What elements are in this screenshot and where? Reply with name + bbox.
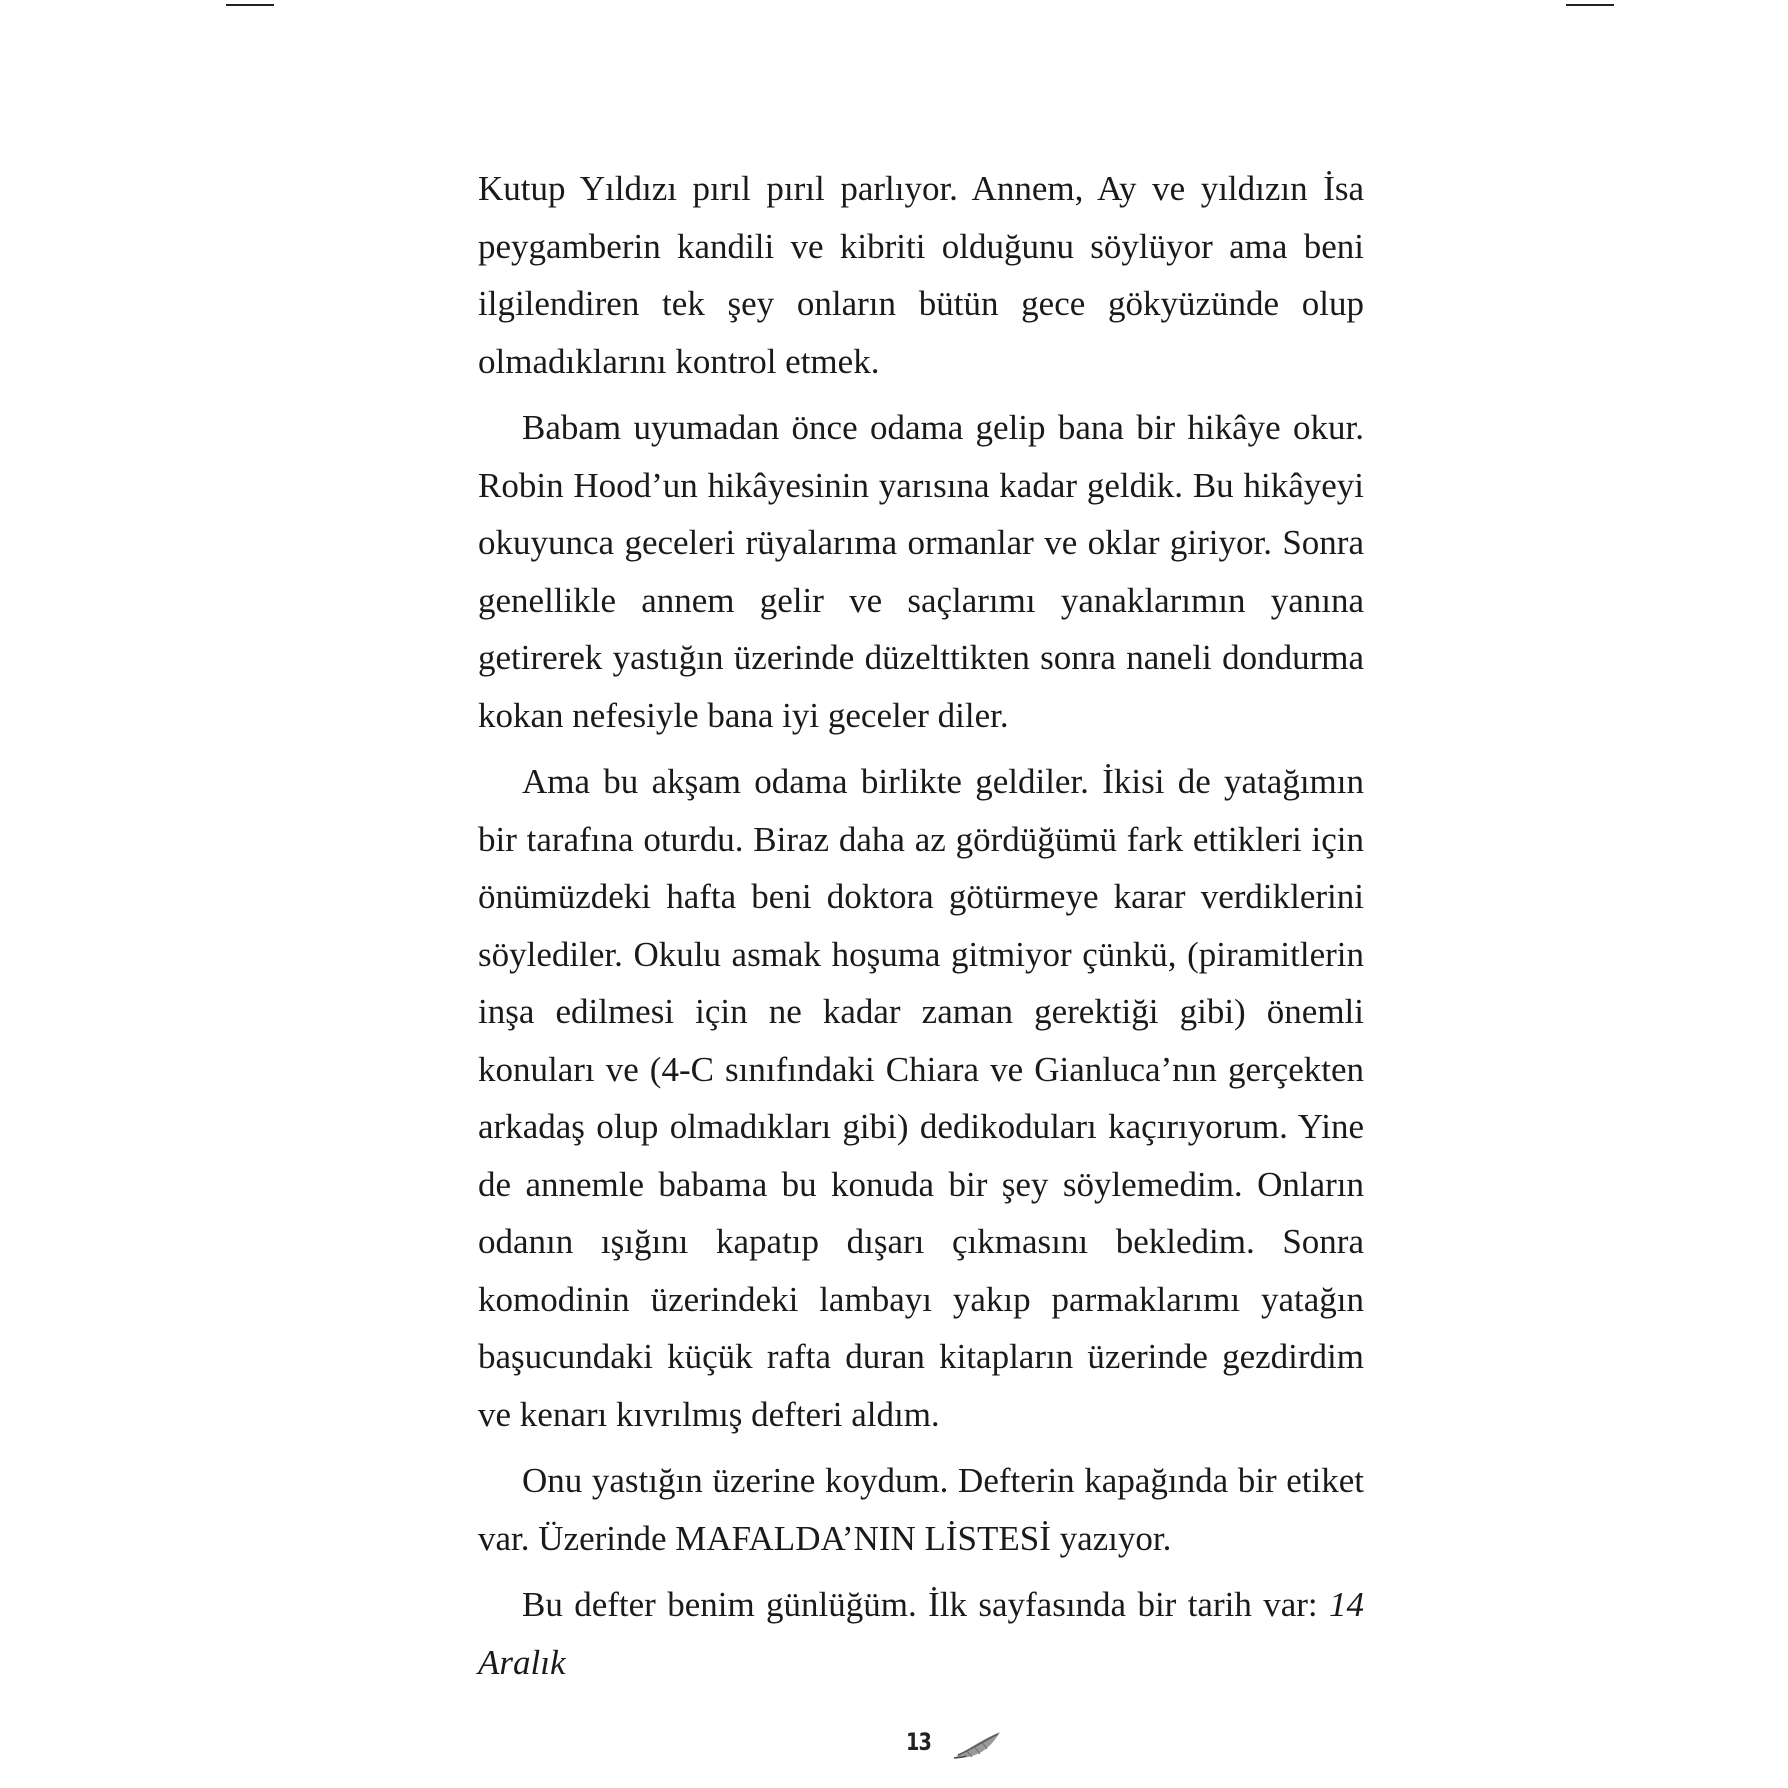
paragraph-2: Babam uyumadan önce odama gelip bana bir hikâye okur. Robin Hood’un hikâyesinin yarısına kadar geldik. Bu hikâyeyi okuyunca geceleri rüyalarıma ormanlar ve oklar giriyor. Sonra genellikle annem gelir ve saçlarımı yanaklarımın yanına getirerek yastığın üzerinde düzelttikten sonra naneli dondurma kokan nefesiyle bana iyi geceler diler. [478,408,1364,735]
diary-date: 14 Aralık [478,1585,1364,1682]
page-footer [0,1728,1788,1768]
paragraph-5-text: Bu defter benim günlüğüm. İlk sayfasında bir tarih var: [522,1585,1329,1624]
paragraph-4: Onu yastığın üzerine koydum. Defterin kapağında bir etiket var. Üzerinde MAFALDA’NIN LİSTESİ yazıyor. [478,1461,1364,1558]
feather-icon [952,1728,1004,1762]
paragraph-3: Ama bu akşam odama birlikte geldiler. İkisi de yatağımın bir tarafına oturdu. Biraz daha az gördüğümü fark ettikleri için önümüzdeki hafta beni doktora götürmeye karar verdiklerini söylediler. Okulu asmak hoşuma gitmiyor çünkü, (piramitlerin inşa edilmesi için ne kadar zaman gerektiği gibi) önemli konuları ve (4-C sınıfındaki Chiara ve Gianluca’nın gerçekten arkadaş olup olmadıkları gibi) dedikoduları kaçırıyorum. Yine de annemle babama bu konuda bir şey söylemedim. Onların odanın ışığını kapatıp dışarı çıkmasını bekledim. Sonra komodinin üzerindeki lambayı yakıp parmaklarımı yatağın başucundaki küçük rafta duran kitapların üzerinde gezdirdim ve kenarı kıvrılmış defteri aldım. [478,762,1364,1434]
crop-mark-right [1566,4,1614,6]
crop-mark-left [226,4,274,6]
paragraph-1: Kutup Yıldızı pırıl pırıl parlıyor. Annem, Ay ve yıldızın İsa peygamberin kandili ve kibriti olduğunu söylüyor ama beni ilgilendiren tek şey onların bütün gece gökyüzünde olup olmadıklarını kontrol etmek. [478,169,1364,381]
paragraph-5 [478,1576,1364,1691]
page-body [478,160,1364,1700]
page-number: 13 [906,1728,932,1756]
